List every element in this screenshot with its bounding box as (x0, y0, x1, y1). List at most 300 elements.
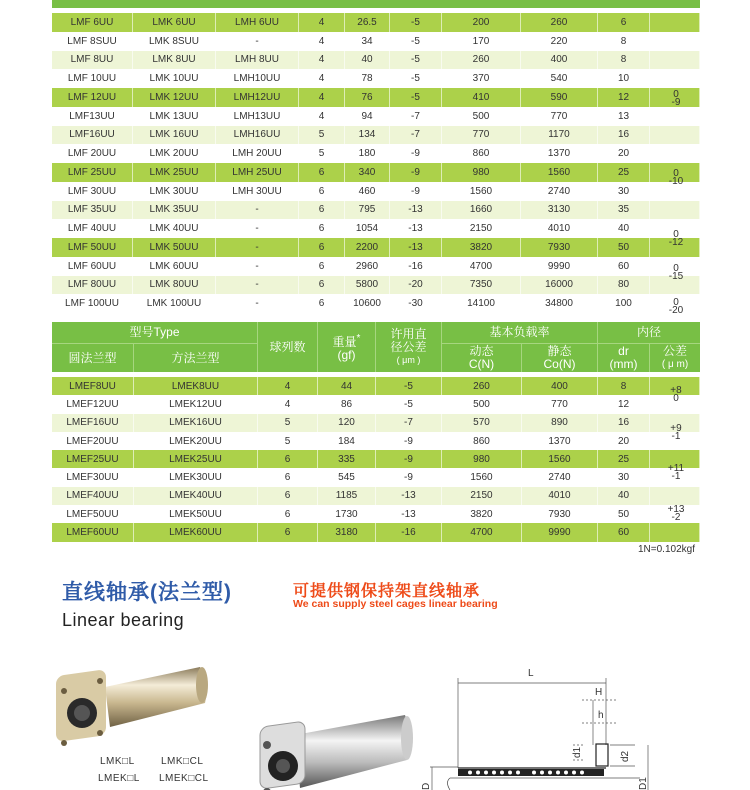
table-cell: 770 (522, 395, 598, 413)
table-cell: 14100 (442, 294, 521, 313)
table-cell: 4010 (522, 487, 598, 505)
table-cell: 35 (598, 201, 650, 220)
table-cell: -7 (376, 414, 442, 432)
table-cell: -13 (390, 238, 442, 257)
dr-unit: (mm) (609, 357, 638, 371)
table-cell: 1560 (522, 450, 598, 468)
table-lmf-lmk-lmh (52, 13, 700, 316)
table-cell: 3820 (442, 505, 522, 523)
table-row (52, 450, 700, 468)
table-row (52, 238, 700, 257)
table-cell: LMF13UU (52, 107, 133, 126)
dim-H: H (595, 687, 603, 698)
section-title-en: Linear bearing (62, 610, 185, 630)
table-cell: 120 (318, 414, 376, 432)
table-row (52, 51, 700, 70)
table-cell: 134 (345, 126, 390, 145)
tolerance-range (656, 231, 696, 247)
table-cell: 260 (442, 51, 521, 70)
dr-label: dr (618, 344, 629, 358)
table-cell: 4 (299, 32, 345, 51)
table-cell: LMEK20UU (134, 432, 258, 450)
table-cell (650, 523, 700, 541)
table-cell: LMH 30UU (216, 182, 299, 201)
table-cell: 980 (442, 450, 522, 468)
table-cell: 370 (442, 69, 521, 88)
table-cell: 2150 (442, 487, 522, 505)
table-cell: 3820 (442, 238, 521, 257)
dynamic-unit: C(N) (468, 357, 495, 371)
table-cell: 570 (442, 414, 522, 432)
table-cell: 8 (598, 32, 650, 51)
table-cell: 4700 (442, 257, 521, 276)
tolerance-range (656, 299, 696, 315)
table-cell: 400 (522, 377, 598, 395)
table-cell: 30 (598, 469, 650, 487)
label-lmek-cl: LMEK□CL (159, 773, 209, 784)
static-unit: Co(N) (543, 357, 576, 371)
table-cell: 170 (442, 32, 521, 51)
header-dynamic (442, 344, 522, 372)
table-cell: 2200 (345, 238, 390, 257)
table-row (52, 432, 700, 450)
table-cell: LMK 100UU (133, 294, 216, 313)
table-cell: 6 (299, 163, 345, 182)
table-cell: LMF 35UU (52, 201, 133, 220)
table-cell: 1730 (318, 505, 376, 523)
table-cell: 30 (598, 182, 650, 201)
supply-note-en: We can supply steel cages linear bearing (293, 598, 498, 610)
table-cell: 7930 (522, 505, 598, 523)
table-cell: -13 (390, 219, 442, 238)
table-cell: LMH 6UU (216, 13, 299, 32)
table-cell: LMEF12UU (52, 395, 134, 413)
table-cell: -5 (390, 88, 442, 107)
header-balls: 球列数 (258, 322, 318, 372)
table-cell: 7350 (442, 276, 521, 295)
table-cell: 34 (345, 32, 390, 51)
table-cell: LMK 6UU (133, 13, 216, 32)
table-cell: 78 (345, 69, 390, 88)
table-cell: 34800 (521, 294, 598, 313)
table-cell: LMK 16UU (133, 126, 216, 145)
table-cell: -5 (390, 13, 442, 32)
table-cell: 60 (598, 257, 650, 276)
table-cell: 500 (442, 395, 522, 413)
table-cell: -20 (390, 276, 442, 295)
table-cell: 180 (345, 144, 390, 163)
table-cell: LMF 100UU (52, 294, 133, 313)
header-static (522, 344, 598, 372)
table-row (52, 414, 700, 432)
table-cell: -7 (390, 126, 442, 145)
tolerance-upper: +11 (667, 463, 685, 474)
table-cell: 770 (521, 107, 598, 126)
tolerance-range (656, 506, 696, 522)
table-cell: 795 (345, 201, 390, 220)
table-cell: -16 (376, 523, 442, 541)
table-cell: 5 (258, 414, 318, 432)
table-cell: 12 (598, 88, 650, 107)
tolerance-upper: 0 (673, 168, 679, 179)
table-cell (650, 126, 700, 145)
table-cell: 6 (299, 257, 345, 276)
table-row (52, 88, 700, 107)
table-cell: 20 (598, 144, 650, 163)
table-cell: 20 (598, 432, 650, 450)
table-cell: 500 (442, 107, 521, 126)
table-cell: 1560 (442, 469, 522, 487)
table-row (52, 276, 700, 295)
table-cell: 1370 (521, 144, 598, 163)
table-cell: 6 (258, 450, 318, 468)
dim-D: D (421, 782, 432, 790)
table-row (52, 487, 700, 505)
dim-d2: d2 (620, 750, 631, 762)
label-lmk-l: LMK□L (100, 756, 135, 767)
table-row (52, 126, 700, 145)
table-cell: 7930 (521, 238, 598, 257)
table-cell: 76 (345, 88, 390, 107)
table-cell (650, 51, 700, 70)
table-cell (650, 32, 700, 51)
table-cell: LMF 6UU (52, 13, 133, 32)
table-cell: -7 (390, 107, 442, 126)
table-cell: 60 (598, 523, 650, 541)
table-cell: 890 (522, 414, 598, 432)
tolerance-lower: -1 (671, 431, 681, 442)
table-cell: LMF 20UU (52, 144, 133, 163)
table-row (52, 219, 700, 238)
table-cell: 4010 (521, 219, 598, 238)
table-cell: 6 (299, 201, 345, 220)
table-cell: LMH13UU (216, 107, 299, 126)
table-cell: LMEK8UU (134, 377, 258, 395)
table-cell: 335 (318, 450, 376, 468)
table-cell: 40 (598, 487, 650, 505)
table-cell (650, 13, 700, 32)
table-cell: LMH10UU (216, 69, 299, 88)
table-cell: -5 (390, 32, 442, 51)
tolerance-upper: 0 (673, 229, 679, 240)
table-cell: LMF16UU (52, 126, 133, 145)
header-tolerance (376, 322, 442, 372)
table-cell: 16000 (521, 276, 598, 295)
table-cell: 460 (345, 182, 390, 201)
table-cell: LMEF20UU (52, 432, 134, 450)
table-cell: LMK 80UU (133, 276, 216, 295)
table1-header-strip (52, 0, 700, 8)
table-cell: 4 (258, 395, 318, 413)
table-cell: 9990 (521, 257, 598, 276)
table-cell: 12 (598, 395, 650, 413)
table-cell: LMEK12UU (134, 395, 258, 413)
table-cell: LMEK30UU (134, 469, 258, 487)
table-cell: 25 (598, 163, 650, 182)
table-cell: 6 (299, 182, 345, 201)
table-cell: LMF 50UU (52, 238, 133, 257)
tolerance-unit: ( μm ) (396, 354, 421, 365)
table-cell: 260 (442, 377, 522, 395)
table-cell: 80 (598, 276, 650, 295)
table-cell: 86 (318, 395, 376, 413)
table-cell: LMK 30UU (133, 182, 216, 201)
unit-footnote: 1N=0.102kgf (638, 544, 695, 555)
table-cell: 25 (598, 450, 650, 468)
table-cell: LMF 25UU (52, 163, 133, 182)
table-cell: 40 (345, 51, 390, 70)
table-cell: 400 (521, 51, 598, 70)
table-cell: LMEF50UU (52, 505, 134, 523)
tolerance-lower: -9 (671, 97, 681, 108)
table-cell: 260 (521, 13, 598, 32)
table-cell: 6 (258, 523, 318, 541)
table-cell: 2150 (442, 219, 521, 238)
weight-label: 重量 (332, 335, 357, 349)
label-lmek-l: LMEK□L (98, 773, 140, 784)
table-cell: LMF 8SUU (52, 32, 133, 51)
table-cell: 1370 (522, 432, 598, 450)
dynamic-label: 动态 (469, 344, 494, 358)
tolerance-lower: 0 (673, 393, 679, 404)
table-row (52, 69, 700, 88)
table-cell: LMEF8UU (52, 377, 134, 395)
table-cell: 16 (598, 126, 650, 145)
table-cell: LMK 8UU (133, 51, 216, 70)
table-cell: 184 (318, 432, 376, 450)
table-cell: LMH16UU (216, 126, 299, 145)
steel-flange-bearing-image (255, 710, 415, 790)
table-cell: 8 (598, 51, 650, 70)
table-cell: 5 (299, 126, 345, 145)
table-cell: 100 (598, 294, 650, 313)
header-type: 型号Type (52, 322, 258, 344)
table-cell: 200 (442, 13, 521, 32)
table-cell: -9 (376, 469, 442, 487)
table-cell: LMK 20UU (133, 144, 216, 163)
table-cell: LMK 40UU (133, 219, 216, 238)
table-cell: 1185 (318, 487, 376, 505)
table-cell: 2960 (345, 257, 390, 276)
table-cell: 3130 (521, 201, 598, 220)
table-cell: 4 (299, 13, 345, 32)
table-cell: 4700 (442, 523, 522, 541)
table-cell: LMF 10UU (52, 69, 133, 88)
dimension-diagram (410, 650, 650, 790)
static-label: 静态 (547, 344, 572, 358)
table-cell: LMK 12UU (133, 88, 216, 107)
tolerance-upper: 0 (673, 263, 679, 274)
table-cell: 340 (345, 163, 390, 182)
table2-header (52, 322, 700, 372)
header-bore: 内径 (598, 322, 700, 344)
table-cell: -13 (376, 505, 442, 523)
table-cell: -16 (390, 257, 442, 276)
table-cell: 1560 (442, 182, 521, 201)
table-row (52, 257, 700, 276)
table-cell: LMK 25UU (133, 163, 216, 182)
table-cell: LMH12UU (216, 88, 299, 107)
tolerance-range (656, 387, 696, 403)
table-cell: LMF 60UU (52, 257, 133, 276)
table-cell: 4 (299, 51, 345, 70)
table-cell: 1660 (442, 201, 521, 220)
table-cell: LMK 35UU (133, 201, 216, 220)
table-row (52, 32, 700, 51)
table-cell: 590 (521, 88, 598, 107)
table-cell: 5800 (345, 276, 390, 295)
table-cell: -30 (390, 294, 442, 313)
tolerance-upper: +13 (667, 504, 685, 515)
table-cell: LMF 8UU (52, 51, 133, 70)
table-cell: 860 (442, 144, 521, 163)
tolerance-lower: -10 (668, 176, 684, 187)
dim-d1: d1 (572, 746, 583, 758)
table-cell: 545 (318, 469, 376, 487)
table-cell: -9 (390, 163, 442, 182)
tolerance-upper: 0 (673, 89, 679, 100)
table-cell: 5 (258, 432, 318, 450)
table-cell: LMEF25UU (52, 450, 134, 468)
bore-tol-unit: ( μ m) (661, 359, 689, 370)
tolerance-range (656, 425, 696, 441)
table-cell: - (216, 238, 299, 257)
table-cell: LMF 12UU (52, 88, 133, 107)
table-cell: -5 (390, 51, 442, 70)
table-cell: 10 (598, 69, 650, 88)
brass-flange-bearing-image (50, 655, 220, 755)
tolerance-lower: -20 (668, 305, 684, 316)
table-cell: 4 (258, 377, 318, 395)
table-cell: 26.5 (345, 13, 390, 32)
dim-D1: D1 (638, 777, 649, 790)
table-row (52, 395, 700, 413)
table-row (52, 144, 700, 163)
table-cell: 6 (299, 276, 345, 295)
table-row (52, 505, 700, 523)
tolerance-lower: -2 (671, 512, 681, 523)
table-cell: LMH 25UU (216, 163, 299, 182)
table-cell: 220 (521, 32, 598, 51)
table-cell: LMH 8UU (216, 51, 299, 70)
header-weight (318, 322, 376, 372)
table-cell: LMEK50UU (134, 505, 258, 523)
table-cell: LMEF60UU (52, 523, 134, 541)
table-row (52, 182, 700, 201)
table-cell: -9 (376, 432, 442, 450)
table-cell: 1560 (521, 163, 598, 182)
table-cell: LMK 8SUU (133, 32, 216, 51)
supply-note-cn: 可提供钢保持架直线轴承 (293, 583, 481, 600)
table-cell: 540 (521, 69, 598, 88)
label-lmk-cl: LMK□CL (161, 756, 204, 767)
table-cell: 6 (299, 238, 345, 257)
tolerance-upper: +9 (670, 423, 682, 434)
table-cell: - (216, 32, 299, 51)
table-cell: 4 (299, 69, 345, 88)
table-cell: 13 (598, 107, 650, 126)
tolerance-lower: -1 (671, 471, 681, 482)
table-cell: 40 (598, 219, 650, 238)
tolerance-lower: -12 (668, 237, 684, 248)
table-cell: 410 (442, 88, 521, 107)
table-cell: - (216, 219, 299, 238)
table-cell: LMEK25UU (134, 450, 258, 468)
table-cell: LMEF30UU (52, 469, 134, 487)
table-cell: 8 (598, 377, 650, 395)
table-cell (650, 107, 700, 126)
header-square-flange: 方法兰型 (134, 344, 258, 372)
table-cell: 5 (299, 144, 345, 163)
table-cell: 10600 (345, 294, 390, 313)
table-cell: LMK 60UU (133, 257, 216, 276)
header-load: 基本负载率 (442, 322, 598, 344)
table-cell: LMK 50UU (133, 238, 216, 257)
table-cell (650, 201, 700, 220)
table-cell: 4 (299, 107, 345, 126)
table-cell: 860 (442, 432, 522, 450)
table-cell: -13 (390, 201, 442, 220)
table-cell: 6 (299, 219, 345, 238)
tolerance-range (656, 465, 696, 481)
tolerance-range (656, 91, 696, 107)
table-cell (650, 487, 700, 505)
table-cell: LMEF16UU (52, 414, 134, 432)
table-cell: 50 (598, 505, 650, 523)
table-cell: -5 (376, 377, 442, 395)
table-cell: LMK 10UU (133, 69, 216, 88)
table-cell: 3180 (318, 523, 376, 541)
table-cell: -5 (390, 69, 442, 88)
tolerance-lower: -15 (668, 271, 684, 282)
table-cell: -9 (376, 450, 442, 468)
table-cell: -13 (376, 487, 442, 505)
weight-unit: (gf) (337, 348, 356, 362)
tolerance-label: 许用直径公差 (390, 326, 427, 354)
table-cell: LMEF40UU (52, 487, 134, 505)
table-cell: -5 (376, 395, 442, 413)
table-row (52, 163, 700, 182)
tolerance-range (656, 170, 696, 186)
table-cell: 1054 (345, 219, 390, 238)
table-cell: LMF 30UU (52, 182, 133, 201)
header-round-flange: 圆法兰型 (52, 344, 134, 372)
table-cell: LMEK40UU (134, 487, 258, 505)
table-cell: 6 (258, 469, 318, 487)
table-row (52, 13, 700, 32)
table-cell: LMEK60UU (134, 523, 258, 541)
table-cell: LMF 40UU (52, 219, 133, 238)
table-row (52, 107, 700, 126)
header-bore-tol (650, 344, 700, 372)
table-cell: 9990 (522, 523, 598, 541)
table-row (52, 201, 700, 220)
table-cell: LMK 13UU (133, 107, 216, 126)
table-cell: 6 (299, 294, 345, 313)
table-cell: 770 (442, 126, 521, 145)
tolerance-upper: +8 (670, 385, 682, 396)
table-cell: 1170 (521, 126, 598, 145)
table-cell: 980 (442, 163, 521, 182)
table-cell: 50 (598, 238, 650, 257)
section-title-cn: 直线轴承(法兰型) (62, 581, 232, 604)
table-cell: -9 (390, 182, 442, 201)
table-cell: 6 (258, 505, 318, 523)
table-cell (650, 144, 700, 163)
dim-h: h (598, 710, 604, 721)
tolerance-range (656, 265, 696, 281)
table-cell: -9 (390, 144, 442, 163)
